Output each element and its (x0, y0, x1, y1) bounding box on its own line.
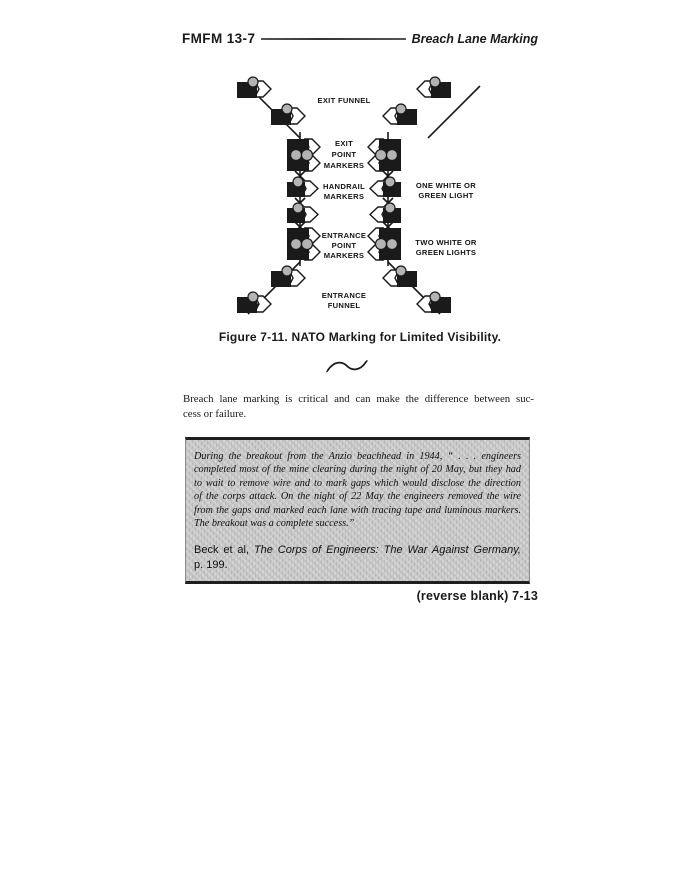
exit-point-marker-icon (287, 139, 320, 171)
exit-point-label: MARKERS (323, 161, 365, 170)
funnel-marker-icon (237, 77, 271, 98)
two-lights-label: GREEN LIGHTS (415, 248, 477, 257)
exit-point-label: EXIT (334, 139, 354, 148)
quote-line: The breakout was a complete success.” (194, 518, 355, 530)
handrail-marker-icon (370, 177, 401, 197)
quote-line: During the breakout from the Anzio beachhead in 1944, “ . . . engineers (194, 451, 521, 462)
section-title: Breach Lane Marking (411, 31, 538, 46)
page-number: (reverse blank) 7-13 (416, 589, 538, 603)
funnel-marker-icon (383, 104, 417, 125)
paragraph-line: cess or failure. (183, 407, 247, 420)
exit-point-label: POINT (331, 150, 357, 159)
tilde-divider-icon (325, 358, 369, 376)
exit-point-marker-icon (368, 139, 401, 171)
funnel-marker-icon (271, 104, 305, 125)
exit-funnel-label: EXIT FUNNEL (317, 96, 371, 105)
citation-page: p. 199. (194, 559, 228, 572)
entrance-point-label: MARKERS (323, 251, 365, 260)
header-rule (261, 38, 405, 40)
quote-line: completed most of the mine clearing during the night of 20 May, but they had (194, 464, 521, 476)
body-paragraph (183, 392, 534, 421)
one-light-label: ONE WHITE OR (415, 181, 477, 190)
quote-citation (194, 543, 521, 572)
handrail-label: MARKERS (323, 192, 365, 201)
entrance-point-marker-icon (287, 228, 320, 260)
two-lights-label: TWO WHITE OR (415, 238, 477, 247)
quote-line: of the corps attack. On the night of 22 May the engineers removed the wire (194, 491, 521, 503)
entrance-funnel-label: ENTRANCE (321, 291, 367, 300)
document-id: FMFM 13-7 (182, 31, 256, 46)
page-header (182, 31, 538, 46)
entrance-point-label: ENTRANCE (321, 231, 367, 240)
entrance-funnel-label: FUNNEL (327, 301, 361, 310)
citation-line (194, 543, 521, 557)
citation-title: The Corps of Engineers: The War Against Germany, (253, 544, 521, 557)
quote-line: from the gaps and marked each lane with tracing tape and luminous markers. (194, 504, 521, 516)
entrance-point-label: POINT (331, 241, 357, 250)
handrail-marker-icon (287, 203, 318, 223)
funnel-marker-icon (271, 266, 305, 287)
paragraph-line: Breach lane marking is critical and can make the difference between suc- (183, 393, 534, 405)
left-lane-markers (237, 77, 320, 313)
funnel-marker-icon (417, 77, 451, 98)
nato-marking-diagram (228, 76, 500, 328)
citation-author: Beck et al, (194, 544, 254, 557)
figure-caption: Figure 7-11. NATO Marking for Limited Visibility. (218, 330, 502, 344)
handrail-marker-icon (370, 203, 401, 223)
handrail-marker-icon (287, 177, 318, 197)
one-light-label: GREEN LIGHT (418, 191, 474, 200)
historical-quote-box (185, 437, 530, 584)
handrail-label: HANDRAIL (322, 182, 366, 191)
entrance-point-marker-icon (368, 228, 401, 260)
quote-line: to wait to remove wire and to mark gaps which would disclose the direction (194, 477, 521, 489)
funnel-marker-icon (383, 266, 417, 287)
